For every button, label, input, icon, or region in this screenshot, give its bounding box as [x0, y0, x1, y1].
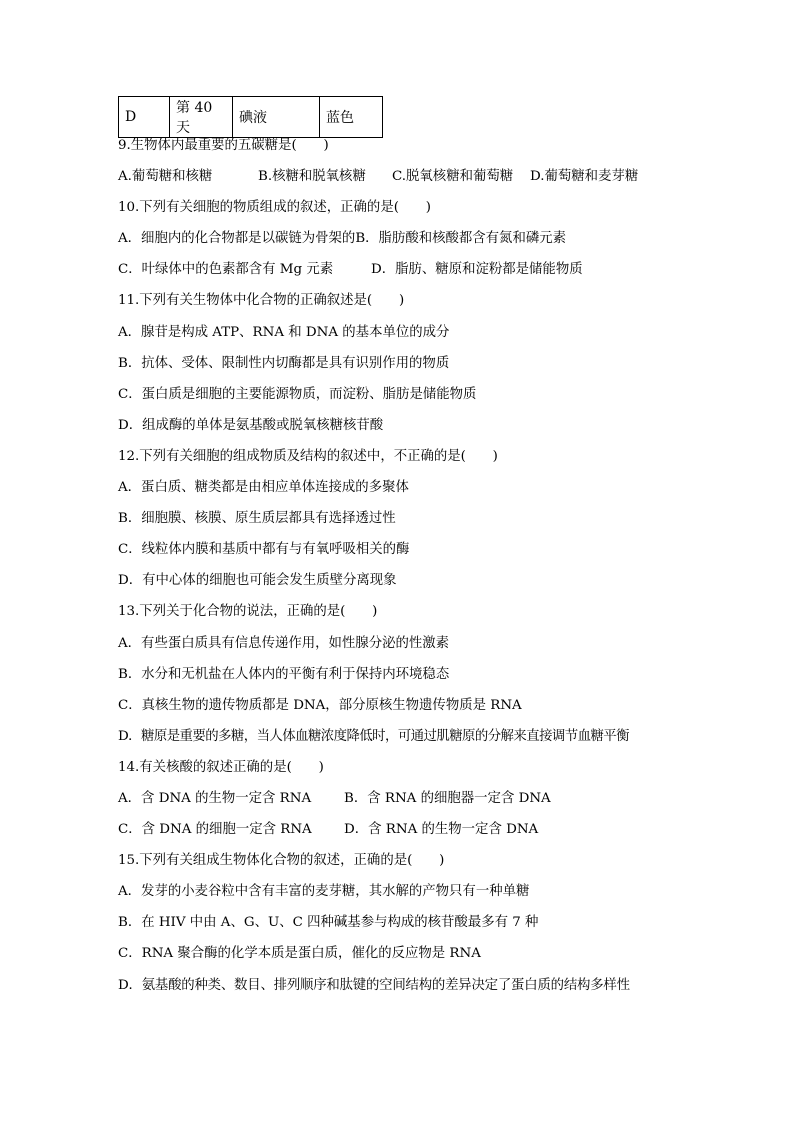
option-line: [118, 254, 718, 285]
question-stem: 12.下列有关细胞的组成物质及结构的叙述中，不正确的是( ): [118, 448, 498, 464]
question-stem: 11.下列有关生物体中化合物的正确叙述是( ): [118, 293, 405, 309]
option-line: [118, 783, 718, 814]
question-stem: 9.生物体内最重要的五碳糖是( ): [118, 138, 329, 153]
option-line: C．线粒体内膜和基质中都有与有氧呼吸相关的酶: [118, 542, 410, 558]
option-line: C．RNA 聚合酶的化学本质是蛋白质，催化的反应物是 RNA: [118, 946, 481, 962]
option-line: A．发芽的小麦谷粒中含有丰富的麦芽糖，其水解的产物只有一种单糖: [118, 884, 530, 900]
option: B.核糖和脱氧核糖: [258, 169, 366, 185]
option: D．脂肪、糖原和淀粉都是储能物质: [371, 262, 583, 278]
option-line: A．有些蛋白质具有信息传递作用，如性腺分泌的性激素: [118, 635, 450, 651]
option-line: D．氨基酸的种类、数目、排列顺序和肽键的空间结构的差异决定了蛋白质的结构多样性: [118, 977, 630, 993]
option-line: [118, 223, 718, 254]
option-line: D．有中心体的细胞也可能会发生质壁分离现象: [118, 573, 397, 589]
option: D．含 RNA 的生物一定含 DNA: [344, 822, 539, 838]
question-list: [118, 130, 718, 1001]
question-stem: 10.下列有关细胞的物质组成的叙述，正确的是( ): [118, 200, 431, 216]
option: B．含 RNA 的细胞器一定含 DNA: [344, 790, 551, 806]
question-stem: 14.有关核酸的叙述正确的是( ): [118, 759, 324, 775]
option: D.葡萄糖和麦芽糖: [530, 169, 639, 185]
option-line: A．蛋白质、糖类都是由相应单体连接成的多聚体: [118, 480, 409, 496]
option: C.脱氧核糖和葡萄糖: [392, 169, 514, 185]
table-cell: 蓝色: [320, 97, 383, 138]
option: C．含 DNA 的细胞一定含 RNA: [118, 822, 312, 838]
option-line: D．组成酶的单体是氨基酸或脱氧核糖核苷酸: [118, 417, 384, 433]
option: A.葡萄糖和核糖: [118, 169, 213, 185]
option: A．含 DNA 的生物一定含 RNA: [118, 790, 312, 806]
option-line: B．细胞膜、核膜、原生质层都具有选择透过性: [118, 511, 396, 527]
option-line: B．水分和无机盐在人体内的平衡有利于保持内环境稳态: [118, 666, 450, 682]
option-line: D．糖原是重要的多糖，当人体血糖浓度降低时，可通过肌糖原的分解来直接调节血糖平衡: [118, 728, 629, 744]
option: B．脂肪酸和核酸都含有氮和磷元素: [355, 231, 567, 247]
option: C．叶绿体中的色素都含有 Mg 元素: [118, 262, 334, 278]
option-line: C．蛋白质是细胞的主要能源物质，而淀粉、脂肪是储能物质: [118, 386, 477, 402]
option-line: C．真核生物的遗传物质都是 DNA，部分原核生物遗传物质是 RNA: [118, 697, 522, 713]
question-stem: 15.下列有关组成生物体化合物的叙述，正确的是( ): [118, 853, 445, 869]
option-line: B．在 HIV 中由 A、G、U、C 四种碱基参与构成的核苷酸最多有 7 种: [118, 915, 539, 931]
table-cell: D: [119, 97, 170, 138]
option: A．细胞内的化合物都是以碳链为骨架的: [118, 231, 356, 247]
option-line: A．腺苷是构成 ATP、RNA 和 DNA 的基本单位的成分: [118, 324, 450, 340]
question-stem: 13.下列关于化合物的说法，正确的是( ): [118, 604, 378, 620]
option-line: B．抗体、受体、限制性内切酶都是具有识别作用的物质: [118, 355, 450, 371]
table-cell: 碘液: [233, 97, 320, 138]
table-cell: 第 40 天: [170, 97, 233, 138]
option-line: [118, 161, 718, 192]
option-line: [118, 814, 718, 845]
